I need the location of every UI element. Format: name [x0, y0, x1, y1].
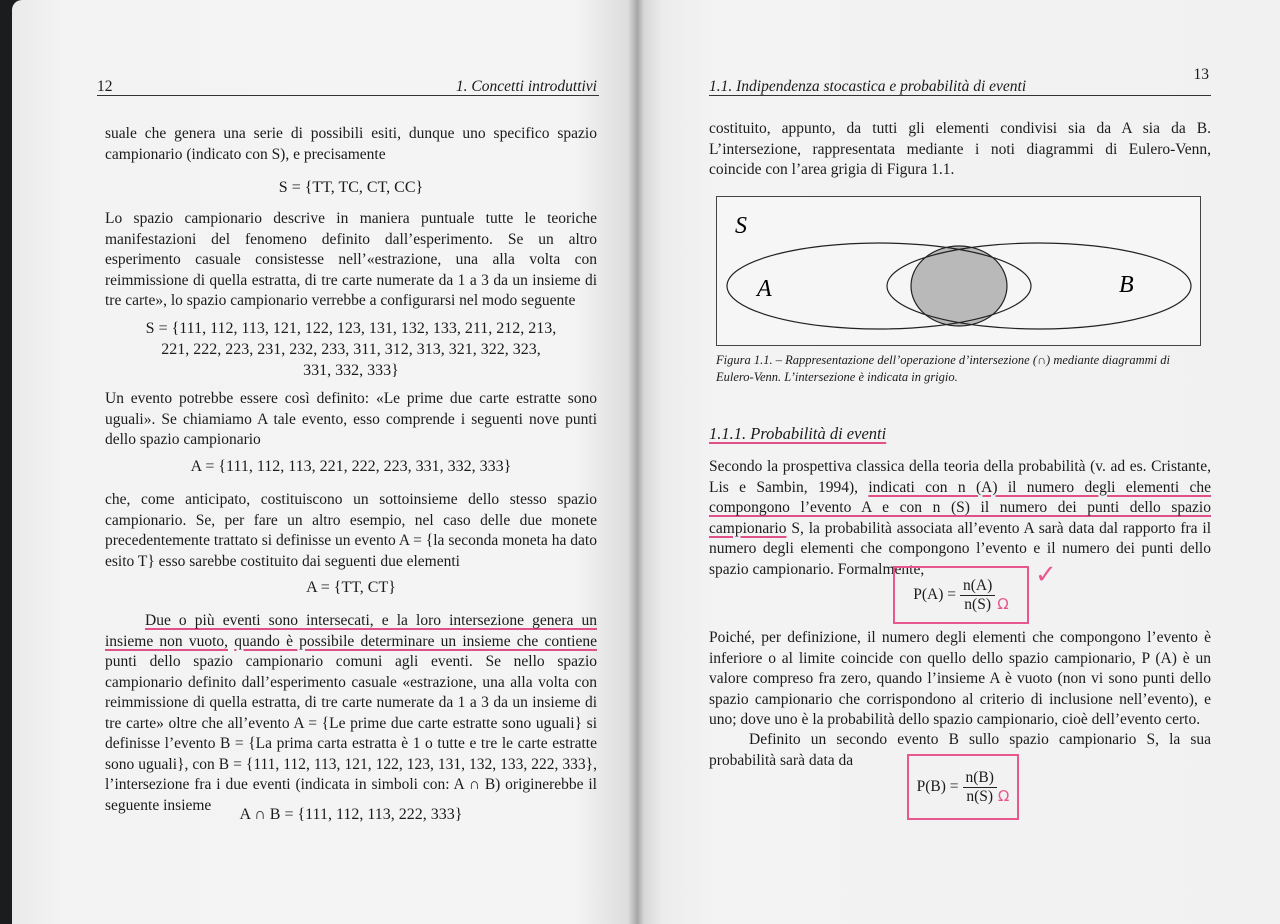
formula-box-pa — [893, 566, 1029, 624]
formula-event-a: A = {111, 112, 113, 221, 222, 223, 331, 332, 333} — [190, 458, 512, 475]
formula-pa-numerator: n(A) — [960, 577, 995, 596]
formula-pb-lhs: P(B) = — [916, 778, 959, 795]
figure-caption: Figura 1.1. – Rappresentazione dell’operazione d’intersezione (∩) mediante diagrammi di Eulero-Venn. L’intersezione è indicata in grigio. — [716, 353, 1170, 384]
left-paragraph-2: Lo spazio campionario descrive in maniera puntuale tutte le teoriche manifestazioni del fenomeno definito dall’esperimento. Se un altro esperimento casuale consistesse nell’«estrazione, una alla volta con reimmissione di quella estratta, di tre carte numerate da 1 a 3 da un insieme di tre carte», lo spazio campionario verrebbe a configurarsi nel modo seguente — [105, 210, 597, 309]
highlight-intersection-condition: quando è possibile determinare un insieme che contiene — [234, 632, 597, 650]
right-paragraph-3: Poiché, per definizione, il numero degli elementi che compongono l’evento è inferiore o al limite coincide con quello dello spazio campionario, P (A) è un valore compreso fra zero, quando l’insieme A è vuoto (non vi sono punti dello spazio campionario che corrispondono al criterio di inclusione nell’evento), e uno; dove uno è la probabilità dello spazio campionario, cioè dell’evento certo. — [709, 629, 1211, 728]
right-paragraph-2 — [709, 457, 1211, 580]
right-page — [637, 0, 1280, 924]
section-heading: 1.1.1. Probabilità di eventi — [709, 424, 887, 443]
left-paragraph-5-rest: punti dello spazio campionario comuni agli eventi. Se nello spazio campionario definito dall’esperimento casuale «estrazione, una alla volta con reimmissione di quella estratta, di tre carte numerate da 1 a 3 da un insieme di tre carte» oltre che all’evento A = {Le prime due carte estratte sono uguali} si definisse l’evento B = {La prima carta estratta è 1 o tutte e tre le carte estratte sono uguali}, con B = {111, 112, 113, 121, 122, 123, 131, 132, 133, 222, 333}, l’intersezione fra i due eventi (indicata in simboli con: A ∩ B) originerebbe il seguente insieme — [105, 653, 597, 814]
formula-sample-space-cards-line-1: S = {111, 112, 113, 121, 122, 123, 131, 132, 133, 211, 212, 213, — [145, 320, 557, 337]
venn-label-b: B — [1119, 272, 1134, 298]
right-page-number: 13 — [1193, 66, 1209, 83]
venn-label-a: A — [757, 276, 772, 302]
highlight-probability-definition: indicati con n (A) il numero degli elementi che compongono l’evento A e con n (S) il numero dei punti dello spazio campionario — [709, 478, 1211, 537]
left-paragraph-4: che, come anticipato, costituiscono un sottoinsieme dello stesso spazio campionario. Se, per fare un altro esempio, nel caso delle due monete precedentemente trattato si definisse un evento A = {la seconda moneta ha dato esito T} esso sarebbe costituito dai seguenti due elementi — [105, 491, 597, 570]
formula-pa-lhs: P(A) = — [913, 586, 956, 603]
formula-sample-space-cards-line-3: 331, 332, 333} — [303, 362, 399, 379]
left-paragraph-1: suale che genera una serie di possibili esiti, dunque uno specifico spazio campionario (indicato con S), e precisamente — [105, 125, 597, 163]
highlight-intersected-definition: Due o più eventi sono intersecati, e la loro intersezione genera un insieme non vuoto, — [105, 612, 597, 650]
formula-pb-denominator: n(S) — [966, 787, 994, 805]
formula-pb-fraction — [963, 769, 997, 806]
right-running-title: 1.1. Indipendenza stocastica e probabilità di eventi — [709, 78, 1027, 95]
left-paragraph-5 — [105, 611, 597, 816]
left-page-number: 12 — [97, 78, 113, 95]
formula-pa-denominator: n(S) — [964, 595, 991, 613]
left-running-title: 1. Concetti introduttivi — [455, 78, 597, 95]
venn-diagram-svg — [717, 197, 1200, 345]
left-page-header — [97, 70, 599, 96]
formula-intersection: A ∩ B = {111, 112, 113, 222, 333} — [239, 806, 463, 823]
formula-event-a-coins: A = {TT, CT} — [306, 579, 396, 596]
left-paragraph-3: Un evento potrebbe essere così definito: «Le prime due carte estratte sono uguali». Se chiamiamo A tale evento, esso comprende i seguenti nove punti dello spazio campionario — [105, 390, 597, 448]
right-page-header — [709, 66, 1211, 96]
formula-pa-fraction — [960, 577, 995, 614]
right-paragraph-2-start: Secondo la prospettiva classica della teoria della probabilità (v. ad es. Cristante, Lis e Sambin, 1994), — [709, 458, 1211, 496]
right-paragraph-2-end: S, la probabilità associata all’evento A sarà data dal rapporto fra il numero degli elementi che compongono l’evento e il numero dei punti dello spazio campionario. Formalmente, — [709, 519, 1211, 578]
venn-diagram — [716, 196, 1201, 346]
left-page — [12, 0, 637, 924]
right-paragraph-1: costituito, appunto, da tutti gli elementi condivisi sia da A sia da B. L’intersezione, rappresentata mediante i noti diagrammi di Eulero-Venn, coincide con l’area grigia di Figura 1.1. — [709, 120, 1211, 178]
right-paragraph-4: Definito un secondo evento B sullo spazio campionario S, la sua probabilità sarà data da — [709, 731, 1211, 769]
formula-pa-handwritten-mark: Ω — [997, 595, 1009, 613]
formula-pb-numerator: n(B) — [963, 769, 997, 788]
formula-pb-handwritten-mark: Ω — [997, 787, 1010, 805]
handwritten-arrow-icon: ✓ — [1035, 560, 1057, 590]
formula-sample-space-coins: S = {TT, TC, CT, CC} — [278, 179, 424, 196]
formula-box-pb — [907, 754, 1019, 820]
formula-sample-space-cards-line-2: 221, 222, 223, 231, 232, 233, 311, 312, 313, 321, 322, 323, — [161, 341, 541, 358]
venn-label-s: S — [735, 213, 747, 239]
